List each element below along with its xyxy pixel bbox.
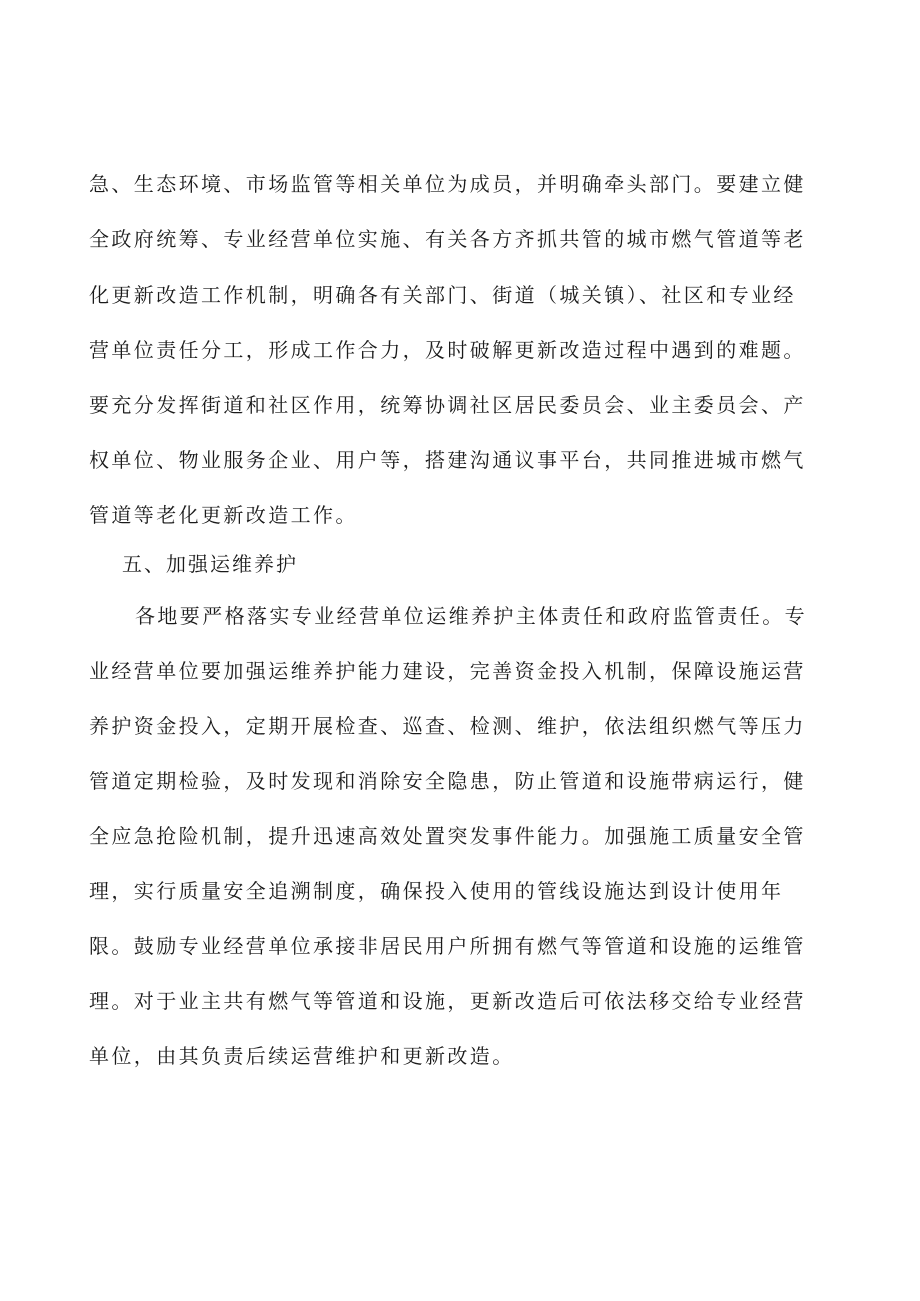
paragraph-line: 要充分发挥街道和社区作用，统筹协调社区居民委员会、业主委员会、产 [89, 393, 806, 417]
paragraph-line: 限。鼓励专业经营单位承接非居民用户所拥有燃气等管道和设施的运维管 [89, 934, 806, 958]
paragraph-line: 急、生态环境、市场监管等相关单位为成员，并明确牵头部门。要建立健 [89, 172, 806, 196]
paragraph-line: 管道等老化更新改造工作。 [89, 503, 358, 527]
paragraph-line: 理，实行质量安全追溯制度，确保投入使用的管线设施达到设计使用年 [89, 879, 784, 903]
paragraph-line: 权单位、物业服务企业、用户等，搭建沟通议事平台，共同推进城市燃气 [89, 448, 806, 472]
paragraph-line: 各地要严格落实专业经营单位运维养护主体责任和政府监管责任。专 [135, 604, 807, 628]
paragraph-line: 业经营单位要加强运维养护能力建设，完善资金投入机制，保障设施运营 [89, 659, 806, 683]
paragraph-line: 理。对于业主共有燃气等管道和设施，更新改造后可依法移交给专业经营 [89, 989, 806, 1013]
paragraph-line: 单位，由其负责后续运营维护和更新改造。 [89, 1044, 515, 1068]
paragraph-line: 管道定期检验，及时发现和消除安全隐患，防止管道和设施带病运行，健 [89, 769, 806, 793]
paragraph-line: 全政府统筹、专业经营单位实施、有关各方齐抓共管的城市燃气管道等老 [89, 227, 806, 251]
paragraph-line: 营单位责任分工，形成工作合力，及时破解更新改造过程中遇到的难题。 [89, 338, 806, 362]
paragraph-line: 全应急抢险机制，提升迅速高效处置突发事件能力。加强施工质量安全管 [89, 824, 806, 848]
paragraph-line: 化更新改造工作机制，明确各有关部门、街道（城关镇）、社区和专业经 [89, 283, 796, 307]
section-heading: 五、加强运维养护 [122, 552, 298, 576]
paragraph-line: 养护资金投入，定期开展检查、巡查、检测、维护，依法组织燃气等压力 [89, 714, 806, 738]
